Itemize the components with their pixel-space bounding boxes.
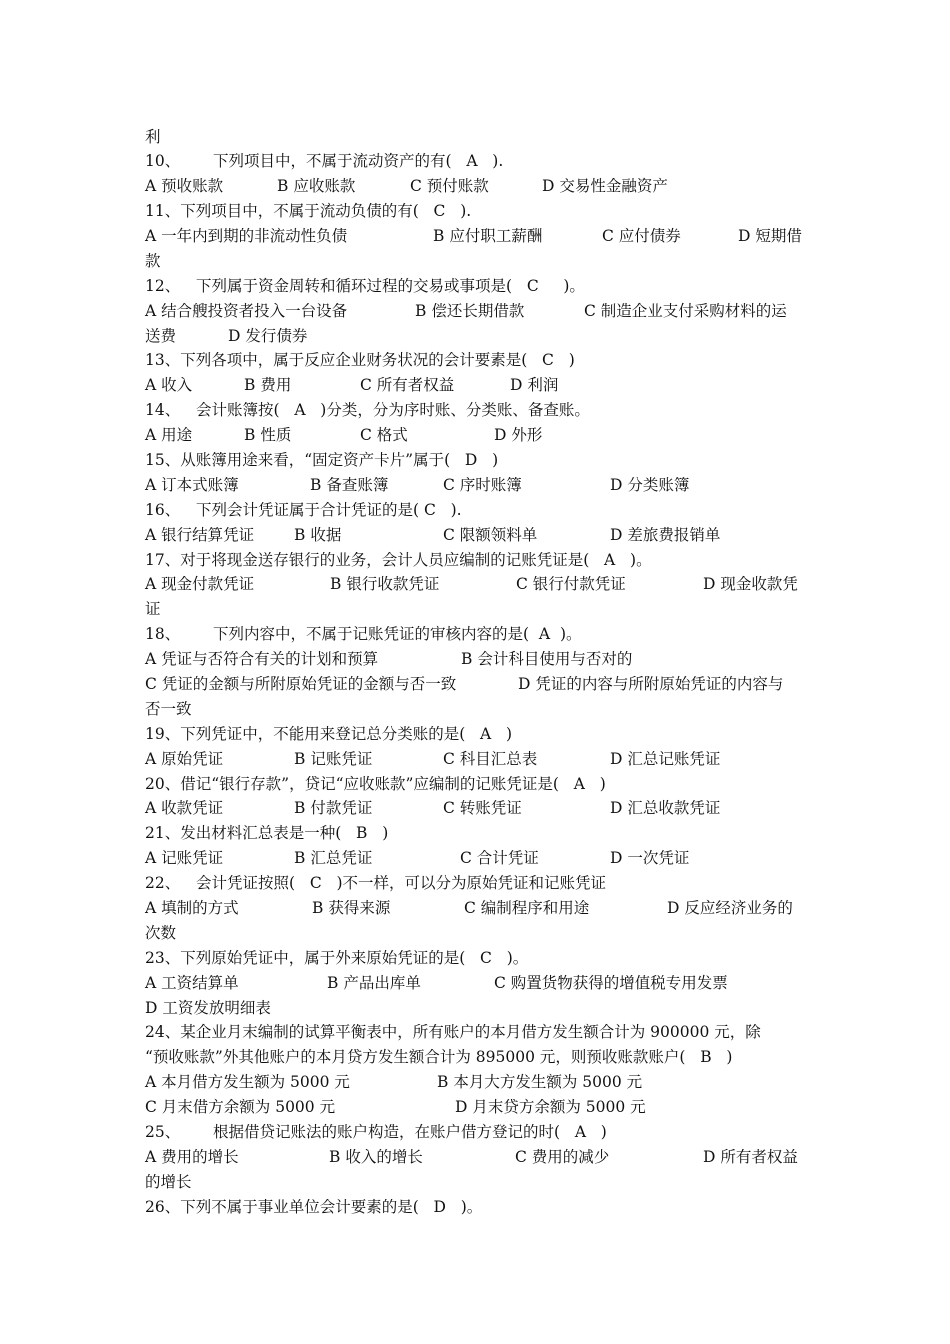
text-segment: 23、下列原始凭证中，属于外来原始凭证的是( C )。 — [145, 949, 529, 967]
text-segment: D 分类账簿 — [610, 476, 690, 494]
text-segment: D 月末贷方余额为 5000 元 — [455, 1098, 646, 1116]
text-segment: D 汇总收款凭证 — [610, 799, 721, 817]
text-segment: B 汇总凭证 — [294, 849, 373, 867]
text-segment: D 一次凭证 — [610, 849, 690, 867]
text-segment: A 结合艘投资者投入一台设备 — [145, 302, 348, 320]
text-segment: C 购置货物获得的增值税专用发票 — [494, 974, 728, 992]
text-segment: A 本月借方发生额为 5000 元 — [145, 1073, 350, 1091]
text-segment: D 发行债券 — [228, 327, 308, 345]
text-segment: C 预付账款 — [410, 177, 489, 195]
text-segment: A 工资结算单 — [145, 974, 239, 992]
text-segment: D 短期借 — [738, 227, 802, 245]
text-segment: A 现金付款凭证 — [145, 575, 255, 593]
question-number: 14、 — [145, 401, 181, 419]
question-number: 22、 — [145, 874, 181, 892]
text-segment: “预收账款”外其他账户的本月贷方发生额合计为 895000 元，则预收账款账户( B ) — [145, 1048, 733, 1066]
text-segment: C 科目汇总表 — [443, 750, 538, 768]
text-segment: C 转账凭证 — [443, 799, 522, 817]
text-segment: 次数 — [145, 924, 177, 942]
text-segment: D 反应经济业务的 — [667, 899, 793, 917]
text-segment: C 应付债券 — [602, 227, 681, 245]
text-segment: C 序时账簿 — [443, 476, 522, 494]
text-segment: 利 — [145, 128, 161, 146]
text-segment: D 外形 — [494, 426, 543, 444]
text-segment: 24、某企业月末编制的试算平衡表中，所有账户的本月借方发生额合计为 900000 元，除 — [145, 1023, 761, 1041]
question-number: 16、 — [145, 501, 181, 519]
text-segment: 否一致 — [145, 700, 192, 718]
text-segment: A 预收账款 — [145, 177, 224, 195]
text-segment: B 获得来源 — [312, 899, 391, 917]
text-segment: 26、下列不属于事业单位会计要素的是( D )。 — [145, 1198, 483, 1216]
text-segment: B 收入的增长 — [329, 1148, 423, 1166]
question-number: 25、 — [145, 1123, 181, 1141]
text-segment: A 费用的增长 — [145, 1148, 239, 1166]
text-segment: D 交易性金融资产 — [542, 177, 668, 195]
text-segment: 下列项目中，不属于流动资产的有( A ). — [213, 152, 504, 170]
text-segment: B 银行收款凭证 — [330, 575, 440, 593]
text-segment: A 记账凭证 — [145, 849, 224, 867]
text-segment: 会计凭证按照( C )不一样，可以分为原始凭证和记账凭证 — [196, 874, 607, 892]
text-segment: D 利润 — [510, 376, 559, 394]
text-segment: 20、借记“银行存款”，贷记“应收账款”应编制的记账凭证是( A ) — [145, 775, 606, 793]
text-segment: A 凭证与否符合有关的计划和预算 — [145, 650, 379, 668]
text-segment: C 格式 — [360, 426, 408, 444]
text-segment: A 填制的方式 — [145, 899, 239, 917]
text-segment: B 费用 — [244, 376, 292, 394]
text-segment: C 合计凭证 — [460, 849, 539, 867]
question-number: 18、 — [145, 625, 181, 643]
text-segment: B 收据 — [294, 526, 342, 544]
text-segment: C 凭证的金额与所附原始凭证的金额与否一致 — [145, 675, 457, 693]
text-segment: C 月末借方余额为 5000 元 — [145, 1098, 336, 1116]
text-segment: 证 — [145, 600, 161, 618]
text-segment: D 汇总记账凭证 — [610, 750, 721, 768]
text-segment: D 现金收款凭 — [703, 575, 798, 593]
text-segment: C 制造企业支付采购材料的运 — [584, 302, 787, 320]
text-segment: A 订本式账簿 — [145, 476, 239, 494]
text-segment: 19、下列凭证中，不能用来登记总分类账的是( A ) — [145, 725, 513, 743]
text-segment: 送费 — [145, 327, 177, 345]
question-number: 12、 — [145, 277, 181, 295]
text-segment: B 记账凭证 — [294, 750, 373, 768]
text-segment: B 应收账款 — [277, 177, 356, 195]
text-segment: B 性质 — [244, 426, 292, 444]
text-segment: B 产品出库单 — [327, 974, 421, 992]
text-segment: D 工资发放明细表 — [145, 999, 271, 1017]
text-segment: C 费用的减少 — [515, 1148, 610, 1166]
text-segment: C 所有者权益 — [360, 376, 455, 394]
text-segment: 会计账簿按( A )分类，分为序时账、分类账、备查账。 — [196, 401, 590, 419]
text-segment: 的增长 — [145, 1173, 192, 1191]
text-segment: 11、下列项目中，不属于流动负债的有( C ). — [145, 202, 472, 220]
text-segment: D 所有者权益 — [703, 1148, 798, 1166]
text-segment: 15、从账簿用途来看，“固定资产卡片”属于( D ) — [145, 451, 499, 469]
text-segment: B 本月大方发生额为 5000 元 — [437, 1073, 643, 1091]
text-segment: A 收入 — [145, 376, 193, 394]
text-segment: 21、发出材料汇总表是一种( B ) — [145, 824, 389, 842]
text-segment: C 编制程序和用途 — [464, 899, 590, 917]
text-segment: A 银行结算凭证 — [145, 526, 255, 544]
text-segment: D 差旅费报销单 — [610, 526, 721, 544]
text-segment: A 一年内到期的非流动性负债 — [145, 227, 348, 245]
text-segment: B 偿还长期借款 — [415, 302, 525, 320]
text-segment: 下列会计凭证属于合计凭证的是( C ). — [196, 501, 462, 519]
text-segment: B 备查账簿 — [310, 476, 389, 494]
text-segment: 下列内容中，不属于记账凭证的审核内容的是( A )。 — [213, 625, 582, 643]
question-number: 10、 — [145, 152, 181, 170]
text-segment: C 银行付款凭证 — [516, 575, 626, 593]
text-segment: D 凭证的内容与所附原始凭证的内容与 — [518, 675, 784, 693]
text-segment: A 用途 — [145, 426, 193, 444]
text-segment: C 限额领料单 — [443, 526, 538, 544]
text-segment: A 收款凭证 — [145, 799, 224, 817]
text-segment: 17、对于将现金送存银行的业务，会计人员应编制的记账凭证是( A )。 — [145, 551, 652, 569]
text-segment: 款 — [145, 252, 161, 270]
text-segment: 13、下列各项中，属于反应企业财务状况的会计要素是( C ) — [145, 351, 575, 369]
text-segment: 下列属于资金周转和循环过程的交易或事项是( C )。 — [196, 277, 585, 295]
text-segment: B 付款凭证 — [294, 799, 373, 817]
text-segment: A 原始凭证 — [145, 750, 224, 768]
text-segment: 根据借贷记账法的账户构造，在账户借方登记的时( A ) — [213, 1123, 607, 1141]
text-segment: B 应付职工薪酬 — [433, 227, 543, 245]
text-segment: B 会计科目使用与否对的 — [461, 650, 633, 668]
